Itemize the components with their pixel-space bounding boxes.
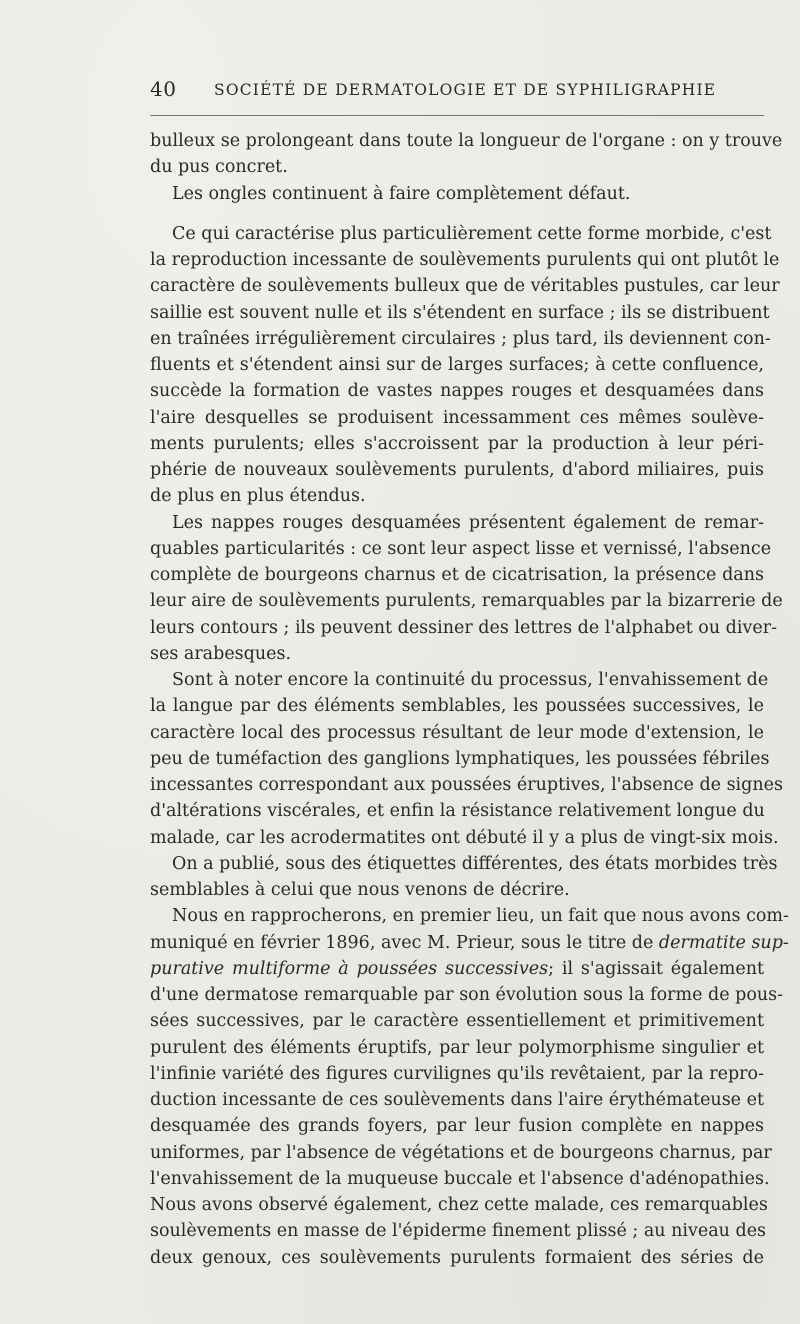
text-line: Nous en rapprocherons, en premier lieu, un fait que nous avons com- xyxy=(172,906,789,927)
text-line: On a publié, sous des étiquettes différentes, des états morbides très xyxy=(172,853,778,874)
text-line xyxy=(150,956,764,982)
text-line: la reproduction incessante de soulèvements purulents qui ont plutôt le xyxy=(150,250,780,270)
text-line: l'envahissement de la muqueuse buccale et l'absence d'adénopathies. xyxy=(150,1168,770,1189)
text-line: deux genoux, ces soulèvements purulents formaient des séries de xyxy=(150,1247,764,1268)
text-line: fluents et s'étendent ainsi sur de larges surfaces; à cette confluence, xyxy=(150,355,764,375)
text-line: ments purulents; elles s'accroissent par la production à leur péri- xyxy=(150,433,764,454)
header-rule xyxy=(150,115,764,116)
text-line: complète de bourgeons charnus et de cicatrisation, la présence dans xyxy=(150,565,764,585)
text-line: du pus concret. xyxy=(150,157,288,178)
text-line: caractère de soulèvements bulleux que de véritables pustules, car leur xyxy=(150,276,780,297)
text-line: la langue par des éléments semblables, les poussées successives, le xyxy=(150,696,764,717)
text-line: peu de tuméfaction des ganglions lymphatiques, les poussées fébriles xyxy=(150,748,770,769)
text-run: muniqué en février 1896, avec M. Prieur, sous le titre de xyxy=(150,932,654,953)
paragraph-gap xyxy=(150,207,764,221)
text-line: Ce qui caractérise plus particulièrement cette forme morbide, c'est xyxy=(172,223,772,244)
text-line: phérie de nouveaux soulèvements purulents, d'abord miliaires, puis xyxy=(150,460,764,480)
text-line: leur aire de soulèvements purulents, remarquables par la bizarrerie de xyxy=(150,591,783,612)
text-line: l'infinie variété des figures curvilignes qu'ils revêtaient, par la repro- xyxy=(150,1063,764,1084)
text-line: purulent des éléments éruptifs, par leur polymorphisme singulier et xyxy=(150,1037,764,1058)
italic-title: dermatite sup- xyxy=(658,932,789,953)
italic-title: purative multiforme à poussées successives xyxy=(150,958,549,979)
text-run: ; il s'agissait également xyxy=(548,958,765,979)
text-line: sées successives, par le caractère essentiellement et primitivement xyxy=(150,1011,764,1032)
text-line: quables particularités : ce sont leur aspect lisse et vernissé, l'absence xyxy=(150,538,772,559)
page-header xyxy=(150,76,764,102)
text-line xyxy=(150,930,789,956)
text-line: Sont à noter encore la continuité du processus, l'envahissement de xyxy=(172,670,769,690)
body-text xyxy=(150,128,789,1271)
text-line: caractère local des processus résultant de leur mode d'extension, le xyxy=(150,722,764,743)
text-line: en traînées irrégulièrement circulaires ; plus tard, ils deviennent con- xyxy=(150,328,771,349)
page-number: 40 xyxy=(150,77,177,101)
text-line: bulleux se prolongeant dans toute la longueur de l'organe : on y trouve xyxy=(150,131,783,151)
text-line: semblables à celui que nous venons de décrire. xyxy=(150,880,570,900)
text-line: Les ongles continuent à faire complètement défaut. xyxy=(172,183,631,204)
running-title: SOCIÉTÉ DE DERMATOLOGIE ET DE SYPHILIGRAPHIE xyxy=(214,81,717,99)
text-line: leurs contours ; ils peuvent dessiner des lettres de l'alphabet ou diver- xyxy=(150,617,777,638)
text-line: incessantes correspondant aux poussées éruptives, l'absence de signes xyxy=(150,775,783,795)
text-line: de plus en plus étendus. xyxy=(150,486,366,507)
text-line: ses arabesques. xyxy=(150,643,292,664)
text-line: uniformes, par l'absence de végétations et de bourgeons charnus, par xyxy=(150,1142,772,1163)
text-line: d'altérations viscérales, et enfin la résistance relativement longue du xyxy=(150,801,765,822)
text-line: Les nappes rouges desquamées présentent également de remar- xyxy=(172,512,764,533)
text-line: succède la formation de vastes nappes rouges et desquamées dans xyxy=(150,381,764,402)
text-line: duction incessante de ces soulèvements dans l'aire érythémateuse et xyxy=(150,1090,764,1110)
text-line: malade, car les acrodermatites ont débuté il y a plus de vingt-six mois. xyxy=(150,827,779,848)
text-line: l'aire desquelles se produisent incessamment ces mêmes soulève- xyxy=(150,407,764,428)
text-line: Nous avons observé également, chez cette malade, ces remarquables xyxy=(150,1195,768,1215)
text-line: desquamée des grands foyers, par leur fusion complète en nappes xyxy=(150,1116,764,1137)
text-line: d'une dermatose remarquable par son évolution sous la forme de pous- xyxy=(150,985,784,1005)
text-line: soulèvements en masse de l'épiderme finement plissé ; au niveau des xyxy=(150,1221,767,1242)
text-line: saillie est souvent nulle et ils s'étendent en surface ; ils se distribuent xyxy=(150,302,770,323)
